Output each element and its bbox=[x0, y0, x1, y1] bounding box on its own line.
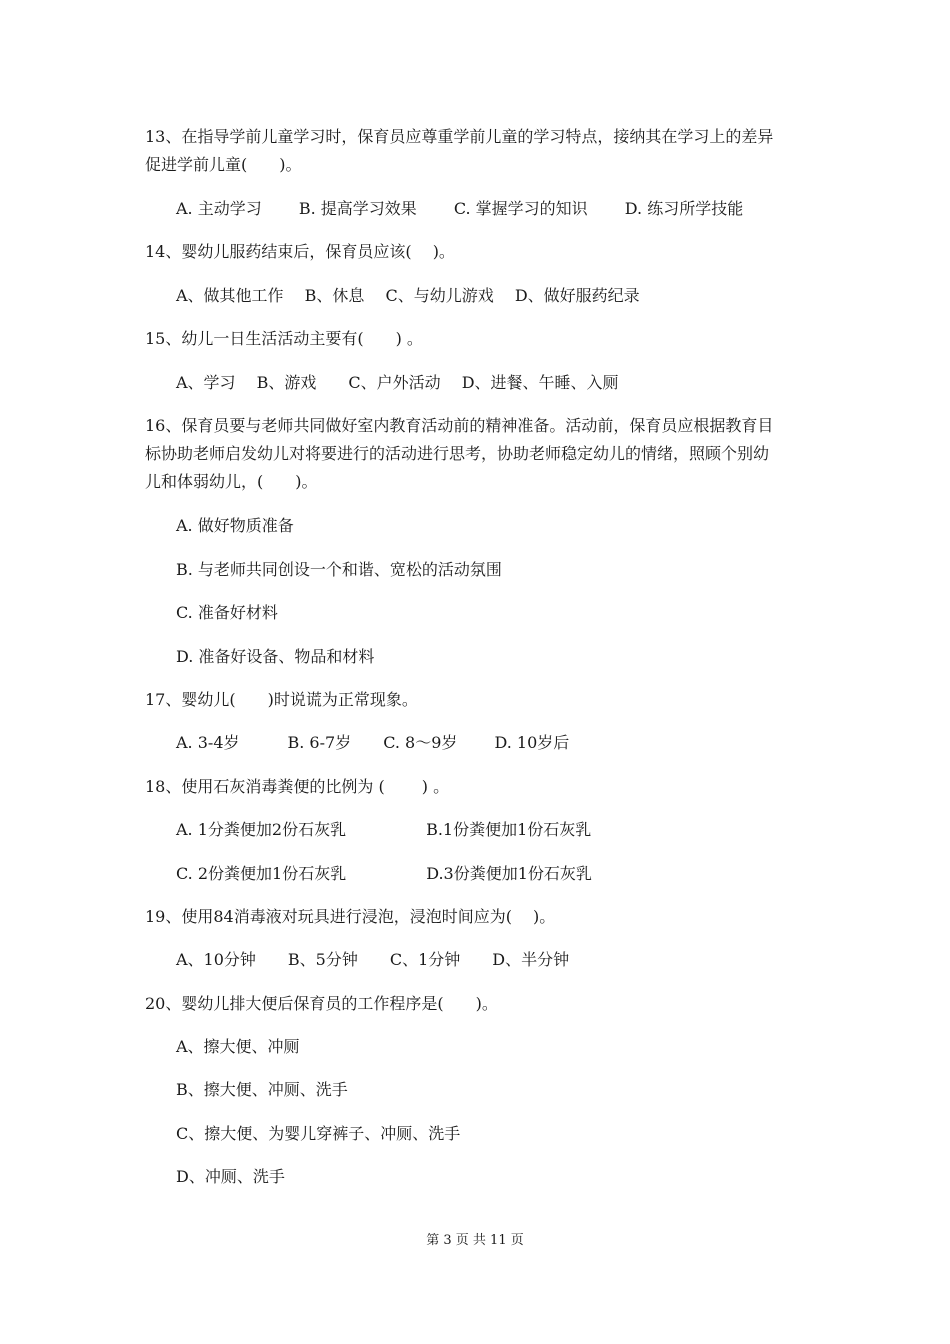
question-16-option-c: C. 准备好材料 bbox=[176, 603, 278, 622]
question-16-option-a: A. 做好物质准备 bbox=[176, 516, 294, 535]
question-20-stem: 20、婴幼儿排大便后保育员的工作程序是( )。 bbox=[145, 994, 498, 1013]
question-16-option-d: D. 准备好设备、物品和材料 bbox=[176, 647, 375, 666]
question-17-stem: 17、婴幼儿( )时说谎为正常现象。 bbox=[145, 690, 418, 709]
question-14-options: A、做其他工作 B、休息 C、与幼儿游戏 D、做好服药纪录 bbox=[176, 286, 640, 305]
question-16-line-2: 标协助老师启发幼儿对将要进行的活动进行思考，协助老师稳定幼儿的情绪，照顾个别幼 bbox=[145, 444, 770, 463]
question-18-stem: 18、使用石灰消毒粪便的比例为 ( ) 。 bbox=[145, 777, 450, 796]
question-20-option-c: C、擦大便、为婴儿穿裤子、冲厕、洗手 bbox=[176, 1124, 461, 1143]
question-13-options: A. 主动学习 B. 提高学习效果 C. 掌握学习的知识 D. 练习所学技能 bbox=[176, 199, 744, 218]
question-13-line-2: 促进学前儿童( )。 bbox=[145, 155, 302, 174]
question-18-options-row-1: A. 1分粪便加2份石灰乳 B.1份粪便加1份石灰乳 bbox=[176, 820, 592, 839]
question-16-line-1: 16、保育员要与老师共同做好室内教育活动前的精神准备。活动前，保育员应根据教育目 bbox=[145, 416, 774, 435]
question-18-options-row-2: C. 2份粪便加1份石灰乳 D.3份粪便加1份石灰乳 bbox=[176, 864, 592, 883]
question-16-option-b: B. 与老师共同创设一个和谐、宽松的活动氛围 bbox=[176, 560, 502, 579]
question-16-line-3: 儿和体弱幼儿，( )。 bbox=[145, 472, 318, 491]
question-20-option-b: B、擦大便、冲厕、洗手 bbox=[176, 1080, 348, 1099]
question-17-options: A. 3-4岁 B. 6-7岁 C. 8～9岁 D. 10岁后 bbox=[176, 733, 570, 752]
question-15-options: A、学习 B、游戏 C、户外活动 D、进餐、午睡、入厕 bbox=[176, 373, 619, 392]
page-footer: 第 3 页 共 11 页 bbox=[426, 1233, 524, 1248]
question-20-option-d: D、冲厕、洗手 bbox=[176, 1167, 285, 1186]
question-20-option-a: A、擦大便、冲厕 bbox=[176, 1037, 300, 1056]
question-19-stem: 19、使用84消毒液对玩具进行浸泡，浸泡时间应为( )。 bbox=[145, 907, 556, 926]
question-13-line-1: 13、在指导学前儿童学习时，保育员应尊重学前儿童的学习特点，接纳其在学习上的差异 bbox=[145, 127, 774, 146]
question-19-options: A、10分钟 B、5分钟 C、1分钟 D、半分钟 bbox=[176, 950, 570, 969]
question-14-stem: 14、婴幼儿服药结束后，保育员应该( )。 bbox=[145, 242, 455, 261]
question-15-stem: 15、幼儿一日生活活动主要有( ) 。 bbox=[145, 329, 423, 348]
